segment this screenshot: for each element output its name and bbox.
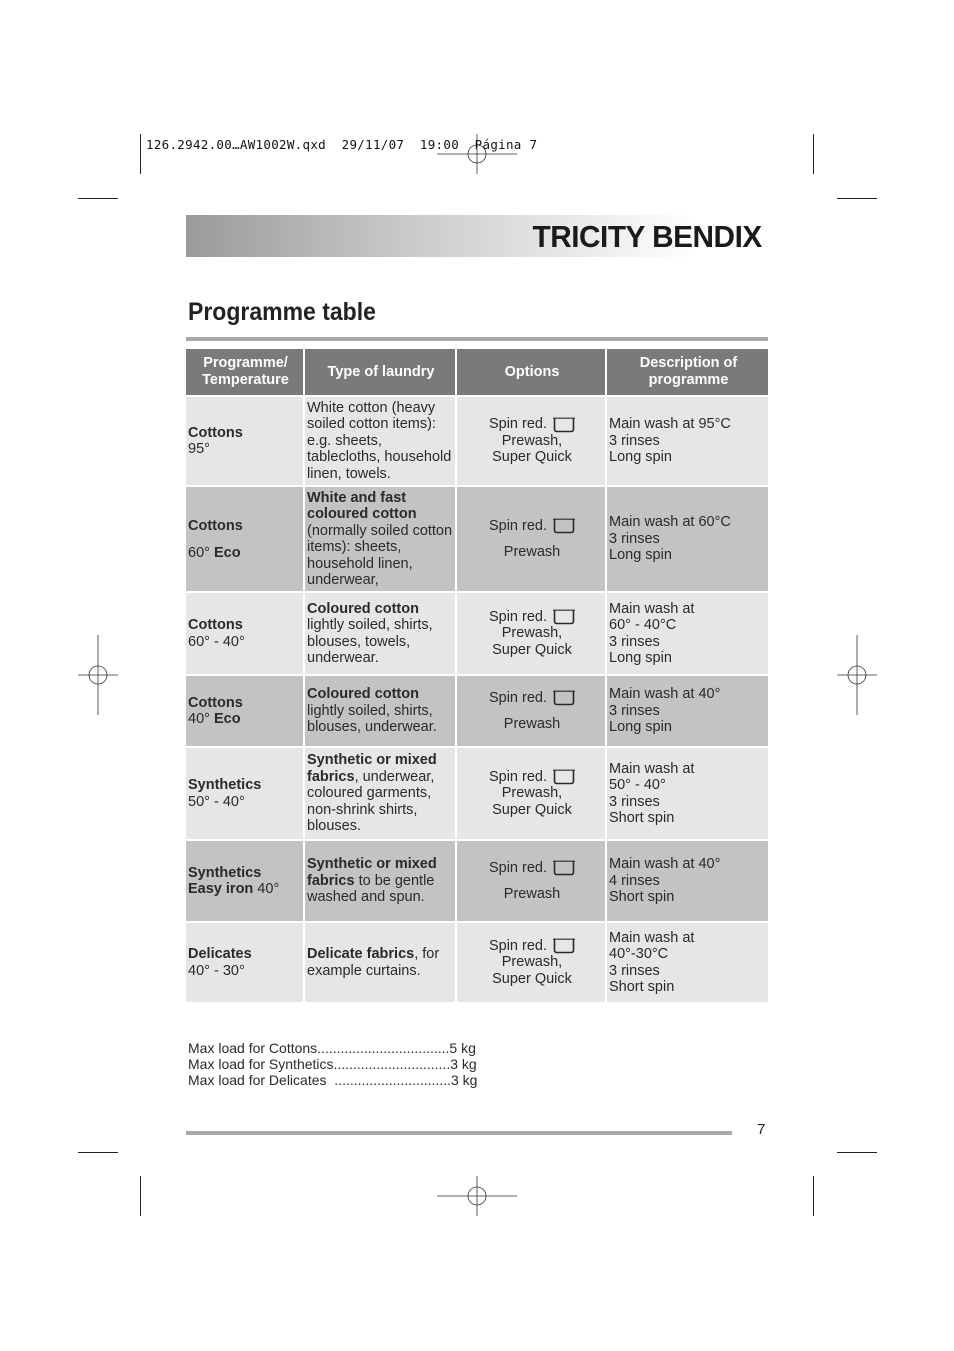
- programme-text: 50° - 40°: [188, 793, 245, 810]
- laundry-cell: [304, 840, 456, 922]
- spin-label: Spin red.: [488, 859, 548, 876]
- option-label: Super Quick: [492, 449, 572, 466]
- programme-cell: [186, 747, 304, 840]
- laundry-cell: [304, 747, 456, 840]
- laundry-text: , for example curtains.: [307, 946, 440, 979]
- spin-option: [489, 860, 575, 877]
- programme-text: Cottons: [188, 694, 243, 711]
- description-cell: [606, 396, 768, 486]
- table-row: [186, 840, 768, 922]
- header-options: [456, 349, 606, 396]
- description-line: Main wash at 95°C: [609, 416, 731, 433]
- options-cell: [456, 922, 606, 1003]
- description-line: Long spin: [609, 547, 672, 564]
- laundry-text: Delicate fabrics: [307, 946, 415, 962]
- spin-option: [489, 938, 575, 955]
- max-load-dots: ..............................: [334, 1072, 451, 1088]
- programme-line: [188, 441, 303, 458]
- spin-option: [489, 769, 575, 786]
- option-label: Prewash: [503, 886, 561, 902]
- header-description: [606, 349, 768, 396]
- description-line: Short spin: [609, 979, 675, 995]
- brand-banner: [186, 215, 768, 257]
- option-label: Prewash: [503, 716, 561, 732]
- options-cell: [456, 840, 606, 922]
- eco-label: Eco: [213, 544, 241, 561]
- description-line: 3 rinses: [609, 962, 660, 979]
- laundry-text: to be gentle washed and spun.: [307, 872, 435, 906]
- laundry-text: Synthetic or mixed fabrics: [307, 752, 437, 785]
- description-line: Short spin: [609, 810, 675, 826]
- laundry-cell: [304, 486, 456, 592]
- option-label: Super Quick: [492, 801, 572, 818]
- options-cell: [456, 592, 606, 675]
- max-load-row: [188, 1056, 477, 1072]
- programme-text: Easy iron: [188, 881, 254, 897]
- spin-option: [489, 609, 575, 626]
- description-line: Long spin: [609, 449, 672, 466]
- programme-line: [188, 617, 303, 634]
- laundry-cell: [304, 922, 456, 1003]
- description-line: 4 rinses: [609, 872, 660, 889]
- description-line: Long spin: [609, 650, 672, 666]
- option-label: Prewash,: [501, 954, 563, 971]
- laundry-text: lightly soiled, shirts, blouses, underwear.: [307, 702, 437, 736]
- laundry-text: , underwear, coloured garments, non-shrink shirts, blouses.: [307, 768, 435, 835]
- eco-label: Eco: [213, 711, 241, 727]
- description-line: Main wash at 40°: [609, 686, 721, 703]
- print-file-info: 126.2942.00…AW1002W.qxd 29/11/07 19:00 Página 7: [146, 137, 538, 152]
- programme-line: [188, 777, 303, 794]
- laundry-cell: [304, 592, 456, 675]
- laundry-text: (normally soiled cotton items): sheets, household linen, underwear,: [307, 522, 453, 588]
- programme-table: [186, 349, 768, 1004]
- programme-line: [188, 881, 303, 898]
- programme-line: [188, 542, 303, 564]
- programme-text: 60°: [188, 544, 214, 561]
- crop-mark: [837, 1152, 877, 1153]
- spin-reduction-icon: [553, 417, 575, 433]
- description-line: 3 rinses: [609, 633, 660, 650]
- programme-text: 40°: [188, 711, 214, 727]
- programme-cell: [186, 675, 304, 747]
- spin-reduction-icon: [553, 938, 575, 954]
- options-cell: [456, 486, 606, 592]
- option-label: Super Quick: [492, 641, 572, 658]
- max-load-dots: ..................................: [317, 1040, 450, 1056]
- table-row: [186, 592, 768, 675]
- crop-mark: [78, 1152, 118, 1153]
- option-label: Prewash,: [501, 785, 563, 802]
- registration-mark-icon: [78, 635, 118, 715]
- spin-label: Spin red.: [488, 416, 548, 433]
- option-label: Super Quick: [492, 970, 572, 987]
- programme-line: [188, 695, 303, 712]
- spin-option: [489, 690, 575, 707]
- description-line: Long spin: [609, 719, 672, 736]
- laundry-text: White cotton (heavy soiled cotton items): e.g. sheets, tablecloths, household linen, towels.: [307, 399, 452, 482]
- description-line: 40°-30°C: [609, 946, 669, 962]
- crop-mark: [140, 1176, 141, 1216]
- laundry-text: Coloured cotton: [307, 686, 419, 703]
- header-label: Options: [504, 363, 560, 380]
- programme-text: Cottons: [188, 617, 243, 633]
- programme-line: [188, 711, 303, 728]
- laundry-text: lightly soiled, shirts, blouses, towels, underwear.: [307, 617, 433, 666]
- max-load-value: 5 kg: [449, 1040, 476, 1056]
- spin-reduction-icon: [553, 518, 575, 534]
- programme-text: Synthetics: [188, 864, 262, 881]
- spin-label: Spin red.: [488, 768, 548, 785]
- divider: [186, 337, 768, 341]
- programme-line: [188, 425, 303, 442]
- table-row: [186, 922, 768, 1003]
- header-label: Description of programme: [639, 355, 738, 388]
- laundry-text: White and fast coloured cotton: [307, 489, 417, 522]
- temperature-text: 40°: [253, 881, 280, 897]
- programme-text: 95°: [188, 441, 210, 457]
- description-cell: [606, 840, 768, 922]
- programme-line: [188, 865, 303, 882]
- crop-mark: [837, 198, 877, 199]
- spin-label: Spin red.: [488, 608, 548, 625]
- description-cell: [606, 922, 768, 1003]
- table-row: [186, 675, 768, 747]
- max-load-row: [188, 1072, 478, 1088]
- description-cell: [606, 675, 768, 747]
- description-line: 3 rinses: [609, 432, 660, 449]
- option-label: Prewash: [503, 544, 561, 560]
- spin-label: Spin red.: [488, 517, 548, 534]
- table-header-row: [186, 349, 768, 396]
- laundry-text: Coloured cotton: [307, 600, 419, 617]
- max-load-label: Max load for Delicates: [188, 1072, 335, 1088]
- max-load-list: [188, 1040, 478, 1088]
- programme-line: [188, 963, 303, 980]
- programme-line: [188, 794, 303, 811]
- description-line: Short spin: [609, 889, 675, 906]
- max-load-row: [188, 1040, 476, 1056]
- description-cell: [606, 592, 768, 675]
- table-row: [186, 396, 768, 486]
- programme-text: Cottons: [188, 517, 243, 534]
- description-cell: [606, 747, 768, 840]
- header-label: Type of laundry: [327, 363, 435, 380]
- page-title: Programme table: [188, 298, 376, 326]
- programme-text: 40° - 30°: [188, 962, 245, 979]
- programme-line: [188, 515, 303, 537]
- programme-text: Synthetics: [188, 777, 262, 793]
- options-cell: [456, 675, 606, 747]
- description-line: Main wash at 40°: [609, 856, 721, 873]
- programme-cell: [186, 396, 304, 486]
- crop-mark: [813, 1176, 814, 1216]
- laundry-cell: [304, 396, 456, 486]
- max-load-label: Max load for Synthetics: [188, 1056, 334, 1072]
- spin-reduction-icon: [553, 690, 575, 706]
- max-load-label: Max load for Cottons: [188, 1040, 318, 1056]
- laundry-text: Synthetic or mixed fabrics: [307, 856, 437, 889]
- header-programme: [186, 349, 304, 396]
- max-load-value: 3 kg: [450, 1056, 477, 1072]
- spin-reduction-icon: [553, 609, 575, 625]
- description-line: 60° - 40°C: [609, 617, 677, 633]
- crop-mark: [140, 134, 141, 174]
- divider: [186, 1131, 732, 1135]
- programme-line: [188, 634, 303, 651]
- registration-mark-icon: [437, 1176, 517, 1216]
- description-line: Main wash at: [609, 760, 695, 777]
- programme-line: [188, 946, 303, 963]
- header-laundry: [304, 349, 456, 396]
- registration-mark-icon: [837, 635, 877, 715]
- programme-cell: [186, 840, 304, 922]
- table-row: [186, 747, 768, 840]
- programme-cell: [186, 592, 304, 675]
- programme-cell: [186, 486, 304, 592]
- spin-option: [489, 518, 575, 535]
- description-line: Main wash at: [609, 600, 695, 617]
- option-label: Prewash,: [501, 432, 563, 449]
- page-number: 7: [757, 1121, 766, 1138]
- crop-mark: [78, 198, 118, 199]
- programme-cell: [186, 922, 304, 1003]
- spin-label: Spin red.: [488, 937, 548, 954]
- description-line: 50° - 40°: [609, 777, 666, 793]
- spin-reduction-icon: [553, 769, 575, 785]
- brand-logo: TRICITY BENDIX: [532, 219, 762, 254]
- description-line: 3 rinses: [609, 530, 660, 547]
- option-label: Prewash,: [501, 625, 563, 642]
- description-cell: [606, 486, 768, 592]
- description-line: 3 rinses: [609, 793, 660, 810]
- max-load-value: 3 kg: [451, 1072, 478, 1088]
- spin-label: Spin red.: [488, 689, 548, 706]
- header-label: Programme/ Temperature: [202, 355, 289, 388]
- description-line: Main wash at: [609, 929, 695, 946]
- crop-mark: [813, 134, 814, 174]
- programme-text: Cottons: [188, 424, 243, 441]
- programme-text: 60° - 40°: [188, 633, 245, 650]
- max-load-dots: ..............................: [333, 1056, 451, 1072]
- description-line: Main wash at 60°C: [609, 514, 731, 531]
- table-row: [186, 486, 768, 592]
- options-cell: [456, 747, 606, 840]
- options-cell: [456, 396, 606, 486]
- laundry-cell: [304, 675, 456, 747]
- description-line: 3 rinses: [609, 702, 660, 719]
- spin-reduction-icon: [553, 860, 575, 876]
- spin-option: [489, 416, 575, 433]
- programme-text: Delicates: [188, 946, 252, 962]
